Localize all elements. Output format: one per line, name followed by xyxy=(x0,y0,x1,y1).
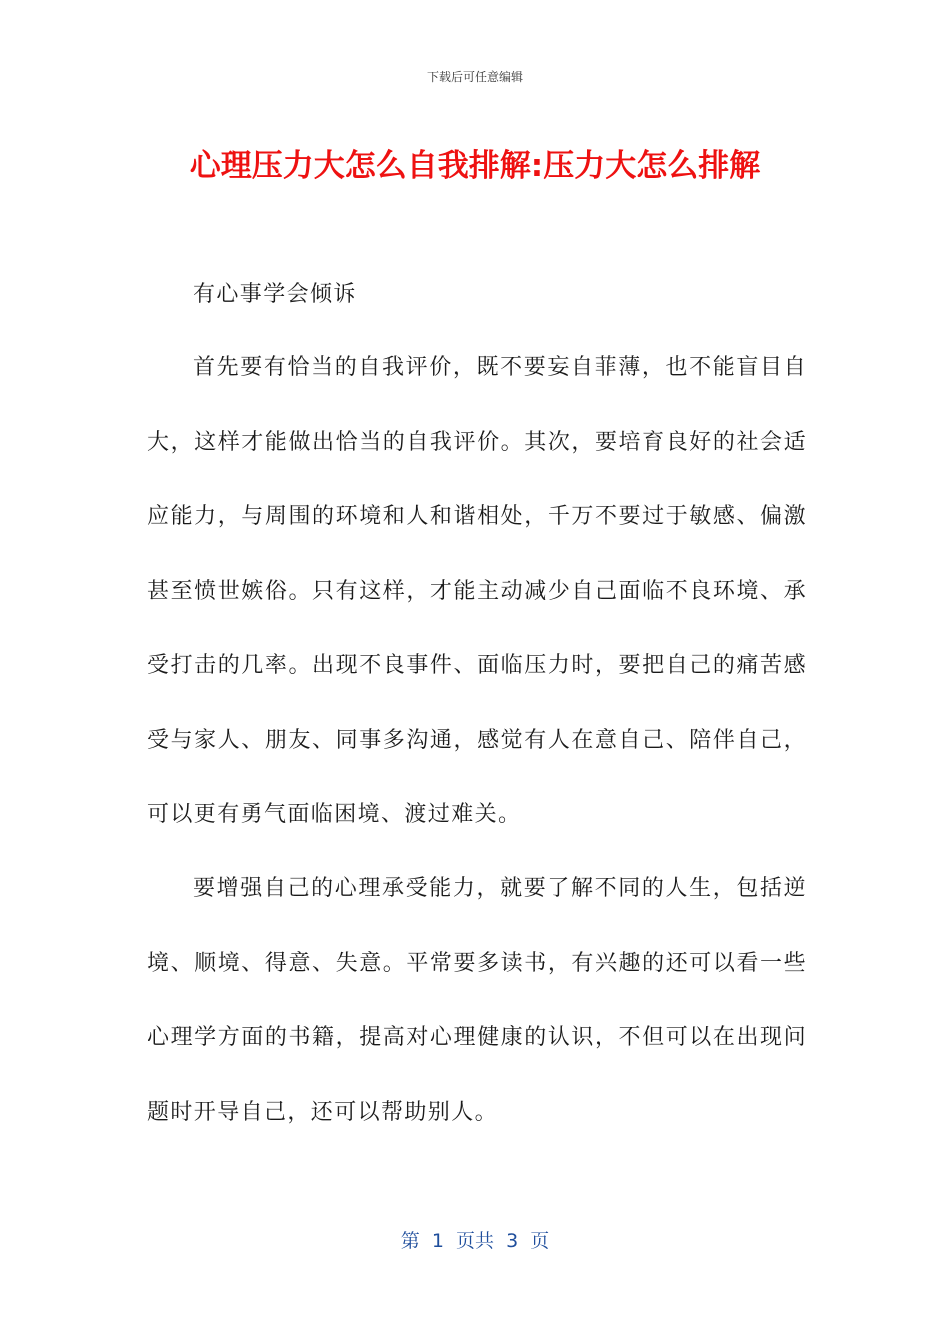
section-heading-text: 有心事学会倾诉 xyxy=(193,282,357,307)
paragraph-2 xyxy=(147,852,807,1150)
page-number-footer: 第 1 页共 3 页 xyxy=(400,1230,550,1252)
document-title: 心理压力大怎么自我排解:压力大怎么排解 xyxy=(189,148,761,184)
paragraph-2-text: 要增强自己的心理承受能力，就要了解不同的人生，包括逆境、顺境、得意、失意。平常要多读书，有兴趣的还可以看一些心理学方面的书籍，提高对心理健康的认识，不但可以在出现问题时开导自己，还可以帮助别人。 xyxy=(147,876,807,1125)
paragraph-1 xyxy=(147,331,807,853)
paragraph-1-text: 首先要有恰当的自我评价，既不要妄自菲薄，也不能盲目自大，这样才能做出恰当的自我评价。其次，要培育良好的社会适应能力，与周围的环境和人和谐相处，千万不要过于敏感、偏激甚至愤世嫉俗。只有这样，才能主动减少自己面临不良环境、承受打击的几率。出现不良事件、面临压力时，要把自己的痛苦感受与家人、朋友、同事多沟通，感觉有人在意自己、陪伴自己，可以更有勇气面临困境、渡过难关。 xyxy=(147,355,807,827)
header-note: 下载后可任意编辑 xyxy=(426,70,523,84)
section-heading xyxy=(147,258,807,333)
